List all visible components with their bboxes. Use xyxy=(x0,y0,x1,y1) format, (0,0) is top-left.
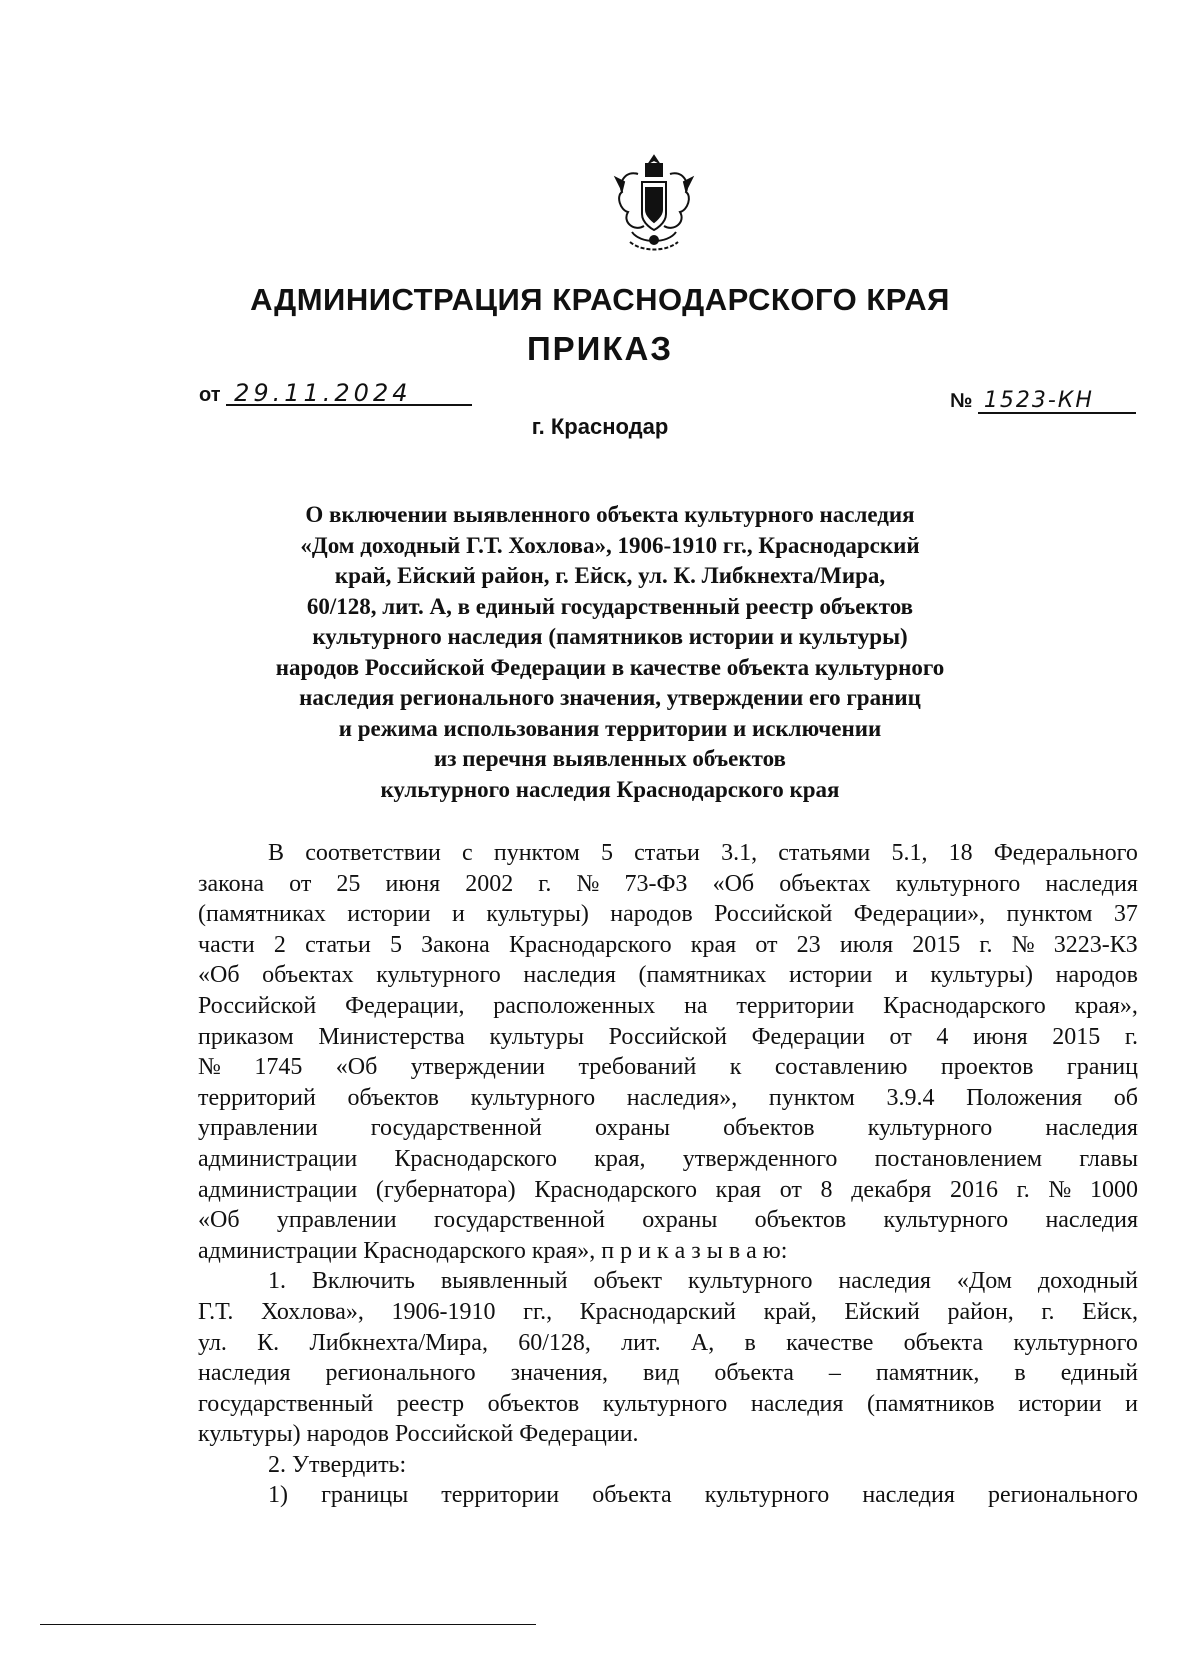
word: объект xyxy=(593,1268,663,1295)
word: Г.Т. xyxy=(198,1298,234,1325)
word: статьи xyxy=(305,931,371,958)
word: в xyxy=(1014,1360,1026,1387)
word: г. xyxy=(1124,1023,1138,1050)
word: значения, xyxy=(510,1360,609,1387)
word: (памятников xyxy=(866,1390,995,1417)
body-line xyxy=(198,1113,1138,1144)
word: приказом xyxy=(198,1023,294,1050)
number-prefix: № xyxy=(950,390,973,412)
word: № xyxy=(198,1054,221,1081)
word: истории xyxy=(789,962,873,989)
word: 2 xyxy=(273,931,286,958)
body-line xyxy=(198,1022,1138,1053)
word: наследия xyxy=(1045,1207,1138,1234)
word: объекта xyxy=(903,1329,984,1356)
word: объектов xyxy=(487,1390,580,1417)
word: части xyxy=(198,931,255,958)
word: 60/128, xyxy=(518,1329,591,1356)
word: пунктом xyxy=(768,1084,855,1111)
coat-of-arms-emblem xyxy=(612,152,696,256)
word: гг., xyxy=(523,1298,553,1325)
word: пунктом xyxy=(1006,901,1093,928)
word: объектов xyxy=(723,1115,815,1142)
word: 3223-КЗ xyxy=(1053,931,1138,958)
word: статьи xyxy=(634,840,700,866)
word: культуры) xyxy=(486,901,589,928)
word: лит. xyxy=(621,1329,661,1356)
word: (памятниках xyxy=(198,901,326,928)
document-body xyxy=(198,838,1138,1511)
word: в xyxy=(744,1329,756,1356)
word: «Дом xyxy=(956,1268,1012,1295)
word: 23 xyxy=(796,931,821,958)
word: Включить xyxy=(311,1268,415,1295)
city-label: г. Краснодар xyxy=(531,414,669,439)
body-line xyxy=(198,1144,1138,1175)
word: и xyxy=(1125,1390,1138,1417)
word: доходный xyxy=(1037,1268,1138,1295)
word: памятник, xyxy=(875,1360,980,1387)
word: 1000 xyxy=(1090,1176,1138,1203)
word: «Об xyxy=(335,1054,378,1081)
word: соответствии xyxy=(305,840,441,866)
body-line xyxy=(198,838,1138,869)
body-line xyxy=(198,1205,1138,1236)
body-line xyxy=(198,930,1138,961)
organization-title: АДМИНИСТРАЦИЯ КРАСНОДАРСКОГО КРАЯ xyxy=(250,282,950,317)
word: постановлением xyxy=(874,1145,1043,1172)
word: истории xyxy=(347,901,431,928)
word: наследия xyxy=(198,1360,291,1387)
item2-subitem-line xyxy=(198,1480,1138,1511)
word: Федерации xyxy=(751,1023,865,1050)
word: государственной xyxy=(433,1207,605,1234)
word: Краснодарский xyxy=(579,1298,736,1325)
word: г. xyxy=(538,870,552,897)
item1-line xyxy=(198,1358,1138,1389)
word: 73-ФЗ xyxy=(624,870,688,897)
word: управлении xyxy=(276,1207,397,1234)
word: (губернатора) xyxy=(375,1176,516,1203)
document-subject xyxy=(200,500,1020,805)
word: г. xyxy=(1016,1176,1030,1203)
word: г. xyxy=(979,931,993,958)
word: наследия», xyxy=(626,1084,738,1111)
word: 3.9.4 xyxy=(886,1084,935,1111)
word: границы xyxy=(321,1482,409,1509)
word: декабря xyxy=(851,1176,932,1203)
word: культурного xyxy=(1013,1329,1138,1356)
word: регионального xyxy=(987,1482,1138,1509)
word: администрации xyxy=(198,1176,358,1203)
word: края xyxy=(715,1176,762,1203)
date-prefix: от xyxy=(199,384,221,406)
subject-line: край, Ейский район, г. Ейск, ул. К. Либкнехта/Мира, xyxy=(334,563,886,588)
document-type-title: ПРИКАЗ xyxy=(526,330,674,367)
word: № xyxy=(1011,931,1035,958)
word: от xyxy=(889,1023,912,1050)
word: расположенных xyxy=(493,992,656,1019)
word: истории xyxy=(1018,1390,1102,1417)
item1-line: культуры) народов Российской Федерации. xyxy=(198,1421,639,1448)
word: 5 xyxy=(389,931,402,958)
word: край, xyxy=(763,1298,817,1325)
word: 2015 xyxy=(912,931,961,958)
word: объектов xyxy=(754,1207,847,1234)
word: от xyxy=(779,1176,802,1203)
word: объектах xyxy=(262,962,354,989)
footnote-separator xyxy=(40,1624,536,1625)
word: территорий xyxy=(198,1084,316,1111)
word: – xyxy=(828,1360,841,1387)
word: главы xyxy=(1079,1145,1138,1172)
word: 4 xyxy=(936,1023,949,1050)
word: район, xyxy=(947,1298,1014,1325)
word: закона xyxy=(198,870,265,897)
subject-line: наследия регионального значения, утверждении его границ xyxy=(299,685,921,710)
word: Либкнехта/Мира, xyxy=(309,1329,488,1356)
word: вид xyxy=(643,1360,680,1387)
word: края xyxy=(690,931,737,958)
word: ул. xyxy=(198,1329,227,1356)
word: 5 xyxy=(600,840,613,866)
word: Российской xyxy=(608,1023,727,1050)
subject-line: 60/128, лит. А, в единый государственный реестр объектов xyxy=(306,593,914,619)
word: Хохлова», xyxy=(261,1298,364,1325)
word: Ейский xyxy=(844,1298,920,1325)
body-line xyxy=(198,1083,1138,1114)
word: 8 xyxy=(820,1176,833,1203)
word: наследия xyxy=(838,1268,931,1295)
word: Краснодарского xyxy=(508,931,672,958)
handwritten-date: 29.11.2024 xyxy=(226,382,472,406)
word: и xyxy=(894,962,908,989)
word: государственной xyxy=(370,1115,542,1142)
word: пунктом xyxy=(493,840,580,866)
word: регионального xyxy=(325,1360,476,1387)
word: об xyxy=(1113,1084,1138,1111)
word: Федерации, xyxy=(345,992,465,1019)
word: выявленный xyxy=(440,1268,568,1295)
word: 18 xyxy=(948,840,973,866)
body-line xyxy=(198,1052,1138,1083)
word: культурного xyxy=(687,1268,813,1295)
word: Министерства xyxy=(318,1023,465,1050)
word: К. xyxy=(257,1329,280,1356)
word: составлению xyxy=(774,1054,908,1081)
word: культурного xyxy=(470,1084,596,1111)
word: качестве xyxy=(786,1329,874,1356)
subject-line: из перечня выявленных объектов xyxy=(434,746,786,771)
word: культурного xyxy=(895,870,1021,897)
word: объекта xyxy=(714,1360,794,1387)
word: проектов xyxy=(940,1054,1034,1081)
word: июня xyxy=(972,1023,1028,1050)
word: культурного xyxy=(602,1390,728,1417)
word: утвержденного xyxy=(682,1145,838,1172)
word: объектах xyxy=(779,870,871,897)
word: 3.1, xyxy=(721,840,758,866)
word: территории xyxy=(736,992,855,1019)
subject-line: «Дом доходный Г.Т. Хохлова», 1906-1910 гг., Краснодарский xyxy=(300,532,920,558)
subject-line: и режима использования территории и исключении xyxy=(338,715,882,741)
subject-line: культурного наследия Краснодарского края xyxy=(380,776,840,802)
item1-line xyxy=(198,1297,1138,1328)
word: А, xyxy=(690,1329,715,1356)
word: утверждении xyxy=(410,1054,546,1081)
document-number-field xyxy=(950,390,1136,414)
word: наследия xyxy=(1045,1115,1138,1142)
word: народов xyxy=(610,901,693,928)
word: управлении xyxy=(198,1115,318,1142)
word: 5.1, xyxy=(891,840,928,866)
word: Краснодарского xyxy=(394,1145,558,1172)
word: № xyxy=(1048,1176,1072,1203)
word: культуры xyxy=(489,1023,585,1050)
word: объекта xyxy=(592,1482,672,1509)
word: наследия xyxy=(1045,870,1138,897)
word: «Об xyxy=(198,962,240,989)
word: и xyxy=(452,901,465,928)
word: культуры) xyxy=(930,962,1033,989)
word: В xyxy=(268,840,285,866)
word: от xyxy=(289,870,312,897)
item1-line xyxy=(198,1328,1138,1359)
handwritten-number: 1523-КН xyxy=(978,390,1136,414)
word: «Об xyxy=(712,870,755,897)
item1-line xyxy=(198,1389,1138,1420)
word: г. xyxy=(1041,1298,1055,1325)
word: наследия xyxy=(523,962,616,989)
body-line: администрации Краснодарского края», п р и к а з ы в а ю: xyxy=(198,1237,788,1264)
word: к xyxy=(729,1054,742,1081)
word: требований xyxy=(578,1054,697,1081)
word: 1745 xyxy=(254,1054,303,1081)
item2-heading: 2. Утвердить: xyxy=(268,1451,407,1478)
word: государственный xyxy=(198,1390,374,1417)
word: края, xyxy=(594,1145,646,1172)
word: Российской xyxy=(714,901,833,928)
word: Ейск, xyxy=(1082,1298,1138,1325)
word: народов xyxy=(1055,962,1138,989)
word: культурного xyxy=(376,962,501,989)
word: 2015 xyxy=(1052,1023,1101,1050)
word: июля xyxy=(839,931,894,958)
word: культурного xyxy=(704,1482,830,1509)
word: 2002 xyxy=(465,870,514,897)
word: «Об xyxy=(198,1207,240,1234)
word: территории xyxy=(441,1482,560,1509)
subject-line: О включении выявленного объекта культурного наследия xyxy=(305,502,915,527)
body-line xyxy=(198,991,1138,1022)
word: реестр xyxy=(396,1390,465,1417)
word: № xyxy=(576,870,600,897)
word: Краснодарского xyxy=(883,992,1046,1019)
word: 37 xyxy=(1113,901,1138,928)
word: охраны xyxy=(642,1207,718,1234)
body-line xyxy=(198,960,1138,991)
word: наследия xyxy=(750,1390,844,1417)
word: (памятниках xyxy=(638,962,767,989)
word: Федерального xyxy=(993,840,1138,866)
word: культурного xyxy=(867,1115,993,1142)
word: края», xyxy=(1074,992,1138,1019)
word: от xyxy=(755,931,778,958)
word: 25 xyxy=(336,870,361,897)
word: объектов xyxy=(347,1084,439,1111)
word: наследия xyxy=(862,1482,955,1509)
body-line xyxy=(198,1175,1138,1206)
word: Российской xyxy=(198,992,317,1019)
subject-line: народов Российской Федерации в качестве объекта культурного xyxy=(275,654,945,680)
word: Закона xyxy=(421,931,490,958)
word: Краснодарского xyxy=(534,1176,697,1203)
word: 1) xyxy=(268,1482,288,1509)
word: Положения xyxy=(966,1084,1083,1111)
word: единый xyxy=(1060,1360,1138,1387)
word: охраны xyxy=(594,1115,670,1142)
word: 1906-1910 xyxy=(391,1298,496,1325)
body-line xyxy=(198,899,1138,930)
date-field xyxy=(199,379,472,407)
word: 2016 xyxy=(949,1176,998,1203)
word: 1. xyxy=(268,1268,286,1295)
body-line xyxy=(198,869,1138,900)
word: администрации xyxy=(198,1145,358,1172)
item1-line xyxy=(198,1266,1138,1297)
word: культурного xyxy=(883,1207,1009,1234)
word: июня xyxy=(385,870,441,897)
word: с xyxy=(462,840,473,866)
word: статьями xyxy=(778,840,871,866)
word: границ xyxy=(1066,1054,1138,1081)
word: на xyxy=(684,992,708,1019)
word: Федерации», xyxy=(853,901,986,928)
subject-line: культурного наследия (памятников истории и культуры) xyxy=(312,624,908,649)
